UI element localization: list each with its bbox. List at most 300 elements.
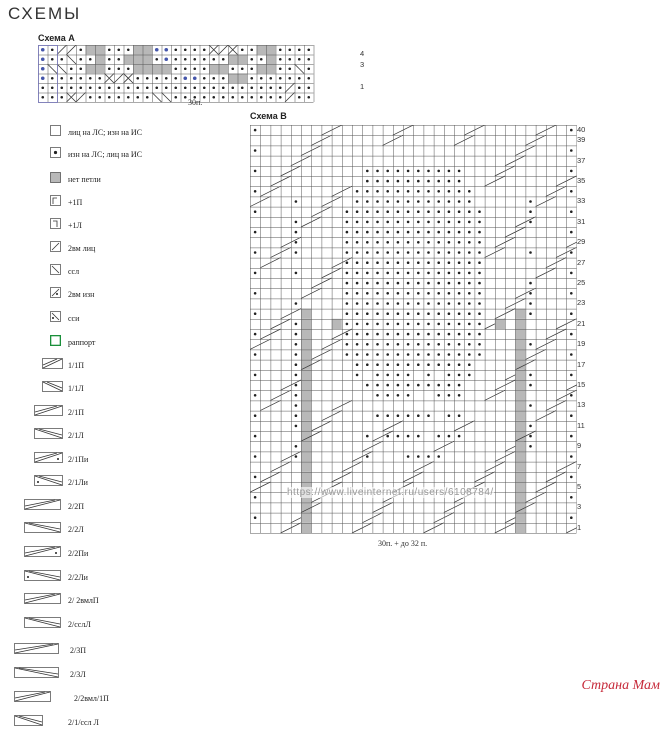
purl-dot — [478, 353, 481, 356]
purl-dot — [51, 77, 54, 80]
no-stitch-cell — [301, 472, 311, 482]
cable-stroke — [342, 462, 362, 472]
purl-dot — [346, 221, 349, 224]
purl-dot — [448, 323, 451, 326]
purl-dot — [254, 374, 257, 377]
cable-stroke — [413, 462, 433, 472]
purl-dot — [165, 86, 168, 89]
purl-dot — [478, 221, 481, 224]
legend-label: +1Л — [68, 221, 82, 230]
purl-dot — [279, 67, 282, 70]
purl-dot — [366, 333, 369, 336]
cable-stroke — [281, 309, 301, 319]
purl-dot — [437, 312, 440, 315]
purl-dot — [417, 353, 420, 356]
purl-dot — [356, 200, 359, 203]
cable-2-3-l-icon — [14, 667, 59, 678]
cable-2-3-r-icon — [14, 643, 59, 654]
cable-stroke — [301, 145, 321, 155]
purl-dot — [386, 272, 389, 275]
cable-stroke — [332, 329, 352, 339]
legend-item — [0, 287, 240, 305]
purl-dot — [346, 312, 349, 315]
legend-label: раппорт — [68, 338, 96, 347]
marked-dot — [41, 76, 45, 80]
no-stitch-cell — [301, 349, 311, 359]
cable-stroke — [311, 207, 331, 217]
cable-2-1-l-icon — [34, 428, 63, 439]
scheme-b-row-label: 31 — [577, 216, 586, 226]
purl-dot — [254, 496, 257, 499]
purl-dot — [397, 312, 400, 315]
purl-dot — [98, 77, 101, 80]
legend-item — [0, 125, 240, 143]
purl-dot — [203, 48, 206, 51]
cable-stroke — [546, 258, 566, 268]
no-stitch-cell — [301, 360, 311, 370]
purl-dot — [448, 200, 451, 203]
purl-dot — [386, 312, 389, 315]
purl-dot — [437, 394, 440, 397]
purl-dot — [108, 58, 111, 61]
purl-dot — [407, 394, 410, 397]
purl-dot — [356, 190, 359, 193]
purl-dot — [366, 241, 369, 244]
purl-dot — [478, 231, 481, 234]
purl-dot — [108, 67, 111, 70]
purl-dot — [117, 86, 120, 89]
purl-dot — [307, 58, 310, 61]
cable-stroke — [57, 45, 67, 55]
purl-dot — [366, 272, 369, 275]
purl-dot — [89, 86, 92, 89]
legend-label: 2/1Ли — [68, 478, 88, 487]
purl-dot — [529, 404, 532, 407]
purl-dot — [366, 363, 369, 366]
purl-dot — [448, 374, 451, 377]
purl-dot — [407, 241, 410, 244]
purl-dot — [448, 180, 451, 183]
purl-dot — [529, 282, 532, 285]
no-stitch-cell — [515, 451, 525, 461]
cable-stroke — [536, 482, 556, 492]
cable-stroke — [383, 421, 403, 431]
legend-item — [0, 452, 240, 470]
no-stitch-cell — [266, 64, 276, 74]
scheme-b-row-label: 11 — [577, 420, 585, 430]
purl-dot — [269, 77, 272, 80]
purl-dot — [407, 190, 410, 193]
legend-item — [0, 428, 240, 446]
purl-dot — [448, 394, 451, 397]
purl-dot — [468, 200, 471, 203]
no-stitch-cell — [257, 64, 267, 74]
purl-dot — [437, 272, 440, 275]
purl-dot — [397, 435, 400, 438]
cable-stroke — [515, 288, 535, 298]
purl-dot — [136, 77, 139, 80]
purl-dot — [407, 210, 410, 213]
purl-dot — [407, 292, 410, 295]
cable-stroke — [525, 492, 545, 502]
purl-dot — [397, 363, 400, 366]
dot-icon — [50, 147, 61, 158]
purl-dot — [417, 323, 420, 326]
purl-dot — [298, 77, 301, 80]
purl-dot — [376, 251, 379, 254]
purl-dot — [231, 96, 234, 99]
legend-item — [0, 218, 240, 236]
purl-dot — [346, 323, 349, 326]
purl-dot — [427, 302, 430, 305]
purl-dot — [295, 455, 298, 458]
purl-dot — [468, 292, 471, 295]
ssp-icon — [50, 311, 61, 322]
purl-dot — [570, 170, 573, 173]
purl-dot — [448, 221, 451, 224]
purl-dot — [346, 251, 349, 254]
no-stitch-cell — [133, 64, 143, 74]
purl-dot — [427, 241, 430, 244]
purl-dot — [570, 272, 573, 275]
cable-stroke — [250, 482, 270, 492]
purl-dot — [231, 67, 234, 70]
purl-dot — [458, 353, 461, 356]
scheme-a-title: Схема А — [38, 33, 75, 43]
purl-dot — [376, 210, 379, 213]
purl-dot — [260, 58, 263, 61]
purl-dot — [260, 77, 263, 80]
cable-stroke — [352, 523, 372, 533]
cable-stroke — [250, 196, 270, 206]
no-stitch-cell — [219, 64, 229, 74]
purl-dot — [478, 323, 481, 326]
legend-label: 2/2вмл/1П — [74, 694, 109, 703]
purl-dot — [254, 170, 257, 173]
purl-dot — [458, 312, 461, 315]
purl-dot — [307, 48, 310, 51]
purl-dot — [60, 96, 63, 99]
purl-dot — [427, 261, 430, 264]
purl-dot — [448, 261, 451, 264]
purl-dot — [478, 302, 481, 305]
purl-dot — [386, 292, 389, 295]
no-stitch-cell — [228, 74, 238, 84]
scheme-b-row-label: 39 — [577, 135, 586, 145]
purl-dot — [260, 86, 263, 89]
purl-dot — [448, 414, 451, 417]
scheme-a-chart — [38, 45, 365, 103]
purl-dot — [397, 282, 400, 285]
purl-dot — [356, 241, 359, 244]
cable-stroke — [546, 472, 566, 482]
purl-dot — [250, 48, 253, 51]
purl-dot — [397, 200, 400, 203]
purl-dot — [174, 86, 177, 89]
purl-dot — [458, 384, 461, 387]
purl-dot — [386, 333, 389, 336]
no-stitch-cell — [301, 411, 311, 421]
purl-dot — [127, 67, 130, 70]
cable-stroke — [464, 125, 484, 135]
purl-dot — [254, 231, 257, 234]
purl-dot — [468, 241, 471, 244]
purl-dot — [366, 221, 369, 224]
purl-dot — [417, 251, 420, 254]
cable-stroke — [566, 380, 577, 390]
cable-stroke — [67, 55, 77, 65]
purl-dot — [386, 251, 389, 254]
legend-item — [0, 522, 240, 540]
purl-dot — [241, 67, 244, 70]
cable-stroke — [372, 502, 392, 512]
purl-dot — [41, 96, 44, 99]
purl-dot — [146, 77, 149, 80]
purl-dot — [407, 343, 410, 346]
purl-dot — [376, 282, 379, 285]
purl-dot — [468, 363, 471, 366]
no-stitch-cell — [301, 329, 311, 339]
cable-stroke — [321, 411, 341, 421]
no-stitch-cell — [515, 360, 525, 370]
purl-dot — [529, 343, 532, 346]
cable-2-2-r-icon — [24, 499, 61, 510]
cable-stroke — [260, 329, 280, 339]
purl-dot — [250, 96, 253, 99]
purl-dot — [468, 353, 471, 356]
purl-dot — [397, 261, 400, 264]
cable-stroke — [270, 319, 290, 329]
purl-dot — [376, 394, 379, 397]
cable-stroke — [444, 502, 464, 512]
purl-dot — [386, 343, 389, 346]
cable-stroke — [332, 186, 352, 196]
purl-dot — [529, 292, 532, 295]
purl-dot — [193, 58, 196, 61]
no-stitch-cell — [86, 64, 96, 74]
purl-dot — [127, 86, 130, 89]
cable-stroke — [556, 247, 576, 257]
purl-dot — [184, 96, 187, 99]
purl-dot — [254, 129, 257, 132]
purl-dot — [295, 384, 298, 387]
cable-stroke — [152, 93, 162, 103]
purl-dot — [427, 210, 430, 213]
marked-dot — [41, 67, 45, 71]
purl-dot — [437, 292, 440, 295]
purl-dot — [417, 435, 420, 438]
purl-dot — [437, 180, 440, 183]
purl-dot — [203, 58, 206, 61]
purl-dot — [295, 425, 298, 428]
purl-dot — [222, 77, 225, 80]
purl-dot — [417, 221, 420, 224]
purl-dot — [212, 86, 215, 89]
purl-dot — [417, 343, 420, 346]
purl-dot — [146, 86, 149, 89]
purl-dot — [298, 48, 301, 51]
no-stitch-cell — [143, 64, 153, 74]
purl-dot — [570, 312, 573, 315]
purl-dot — [407, 251, 410, 254]
no-stitch-cell — [301, 441, 311, 451]
scheme-b-gridlines — [250, 125, 577, 534]
purl-dot — [193, 86, 196, 89]
cable-stroke — [495, 237, 515, 247]
cable-stroke — [301, 288, 321, 298]
purl-dot — [448, 210, 451, 213]
no-stitch-cell — [515, 319, 525, 329]
cable-stroke — [485, 247, 505, 257]
cable-2-2-l-icon — [24, 522, 61, 533]
no-stitch-cell — [301, 400, 311, 410]
legend-label: 1/1Л — [68, 384, 84, 393]
cable-stroke — [536, 339, 556, 349]
purl-dot — [356, 292, 359, 295]
k2tog-icon — [50, 241, 61, 252]
purl-dot — [570, 353, 573, 356]
purl-dot — [356, 312, 359, 315]
scheme-b-row-label: 9 — [577, 441, 582, 451]
cable-stroke — [474, 472, 494, 482]
purl-dot — [417, 414, 420, 417]
purl-dot — [127, 96, 130, 99]
purl-dot — [397, 190, 400, 193]
purl-dot — [386, 221, 389, 224]
cable-2-1-rp-icon — [34, 452, 63, 463]
no-stitch-cell — [133, 45, 143, 55]
cable-stroke — [321, 339, 341, 349]
purl-dot — [458, 435, 461, 438]
purl-dot — [427, 414, 430, 417]
purl-dot — [407, 180, 410, 183]
cable-stroke — [485, 462, 505, 472]
purl-dot — [417, 302, 420, 305]
purl-dot — [570, 231, 573, 234]
no-stitch-cell — [301, 370, 311, 380]
purl-dot — [165, 77, 168, 80]
legend-label: изн на ЛС; лиц на ИС — [68, 150, 143, 159]
purl-dot — [458, 302, 461, 305]
purl-dot — [366, 170, 369, 173]
no-stitch-cell — [301, 513, 311, 523]
purl-dot — [346, 343, 349, 346]
cable-stroke — [556, 390, 576, 400]
purl-dot — [366, 200, 369, 203]
purl-dot — [346, 282, 349, 285]
purl-dot — [529, 210, 532, 213]
cable-stroke — [556, 462, 576, 472]
purl-dot — [295, 200, 298, 203]
marked-dot — [193, 76, 197, 80]
purl-dot — [397, 414, 400, 417]
no-stitch-icon — [50, 172, 61, 183]
purl-dot — [570, 190, 573, 193]
purl-dot — [397, 221, 400, 224]
purl-dot — [386, 241, 389, 244]
purl-dot — [386, 261, 389, 264]
purl-dot — [98, 86, 101, 89]
scheme-a-caption: 30п. — [188, 98, 203, 107]
cable-stroke — [321, 268, 341, 278]
purl-dot — [89, 77, 92, 80]
cable-stroke — [285, 83, 295, 93]
legend-label: нет петли — [68, 175, 101, 184]
purl-dot — [346, 241, 349, 244]
purl-dot — [427, 343, 430, 346]
cable-stroke — [311, 349, 331, 359]
purl-dot — [417, 363, 420, 366]
purl-dot — [448, 435, 451, 438]
purl-dot — [386, 231, 389, 234]
purl-dot — [478, 261, 481, 264]
purl-dot — [417, 455, 420, 458]
cable-stroke — [434, 441, 454, 451]
purl-dot — [529, 221, 532, 224]
purl-dot — [366, 384, 369, 387]
scheme-b-row-label: 3 — [577, 502, 582, 512]
legend-label: лиц на ЛС; изн на ИС — [68, 128, 143, 137]
no-stitch-cell — [301, 380, 311, 390]
cable-stroke — [556, 319, 576, 329]
no-stitch-cell — [515, 492, 525, 502]
purl-dot — [407, 272, 410, 275]
scheme-b-chart — [250, 125, 586, 534]
purl-dot — [437, 363, 440, 366]
no-stitch-cell — [301, 451, 311, 461]
purl-dot — [356, 323, 359, 326]
purl-dot — [366, 343, 369, 346]
purl-dot — [397, 292, 400, 295]
scheme-b-row-label: 1 — [577, 522, 582, 532]
cable-stroke — [281, 451, 301, 461]
purl-dot — [417, 180, 420, 183]
purl-dot — [407, 353, 410, 356]
purl-dot — [279, 96, 282, 99]
legend-item — [0, 499, 240, 517]
purl-dot — [386, 374, 389, 377]
purl-dot — [307, 96, 310, 99]
purl-dot — [254, 251, 257, 254]
cable-stroke — [536, 125, 556, 135]
cable-1-1-r-icon — [42, 358, 63, 369]
cable-stroke — [546, 186, 566, 196]
cable-2-2-rp-icon — [24, 546, 61, 557]
purl-dot — [254, 476, 257, 479]
no-stitch-cell — [162, 64, 172, 74]
purl-dot — [70, 77, 73, 80]
purl-dot — [386, 170, 389, 173]
purl-dot — [51, 86, 54, 89]
scheme-b-row-label: 13 — [577, 400, 586, 410]
purl-dot — [417, 241, 420, 244]
scheme-a-cells — [41, 45, 310, 102]
cable-stroke — [372, 431, 392, 441]
purl-dot — [366, 302, 369, 305]
purl-dot — [376, 353, 379, 356]
legend-item — [0, 241, 240, 259]
purl-dot — [366, 312, 369, 315]
purl-dot — [203, 96, 206, 99]
purl-dot — [254, 353, 257, 356]
no-stitch-cell — [95, 55, 105, 65]
purl-dot — [386, 394, 389, 397]
cable-stroke — [454, 421, 474, 431]
purl-dot — [117, 67, 120, 70]
legend-label: 1/1П — [68, 361, 84, 370]
purl-dot — [407, 384, 410, 387]
purl-dot — [468, 221, 471, 224]
